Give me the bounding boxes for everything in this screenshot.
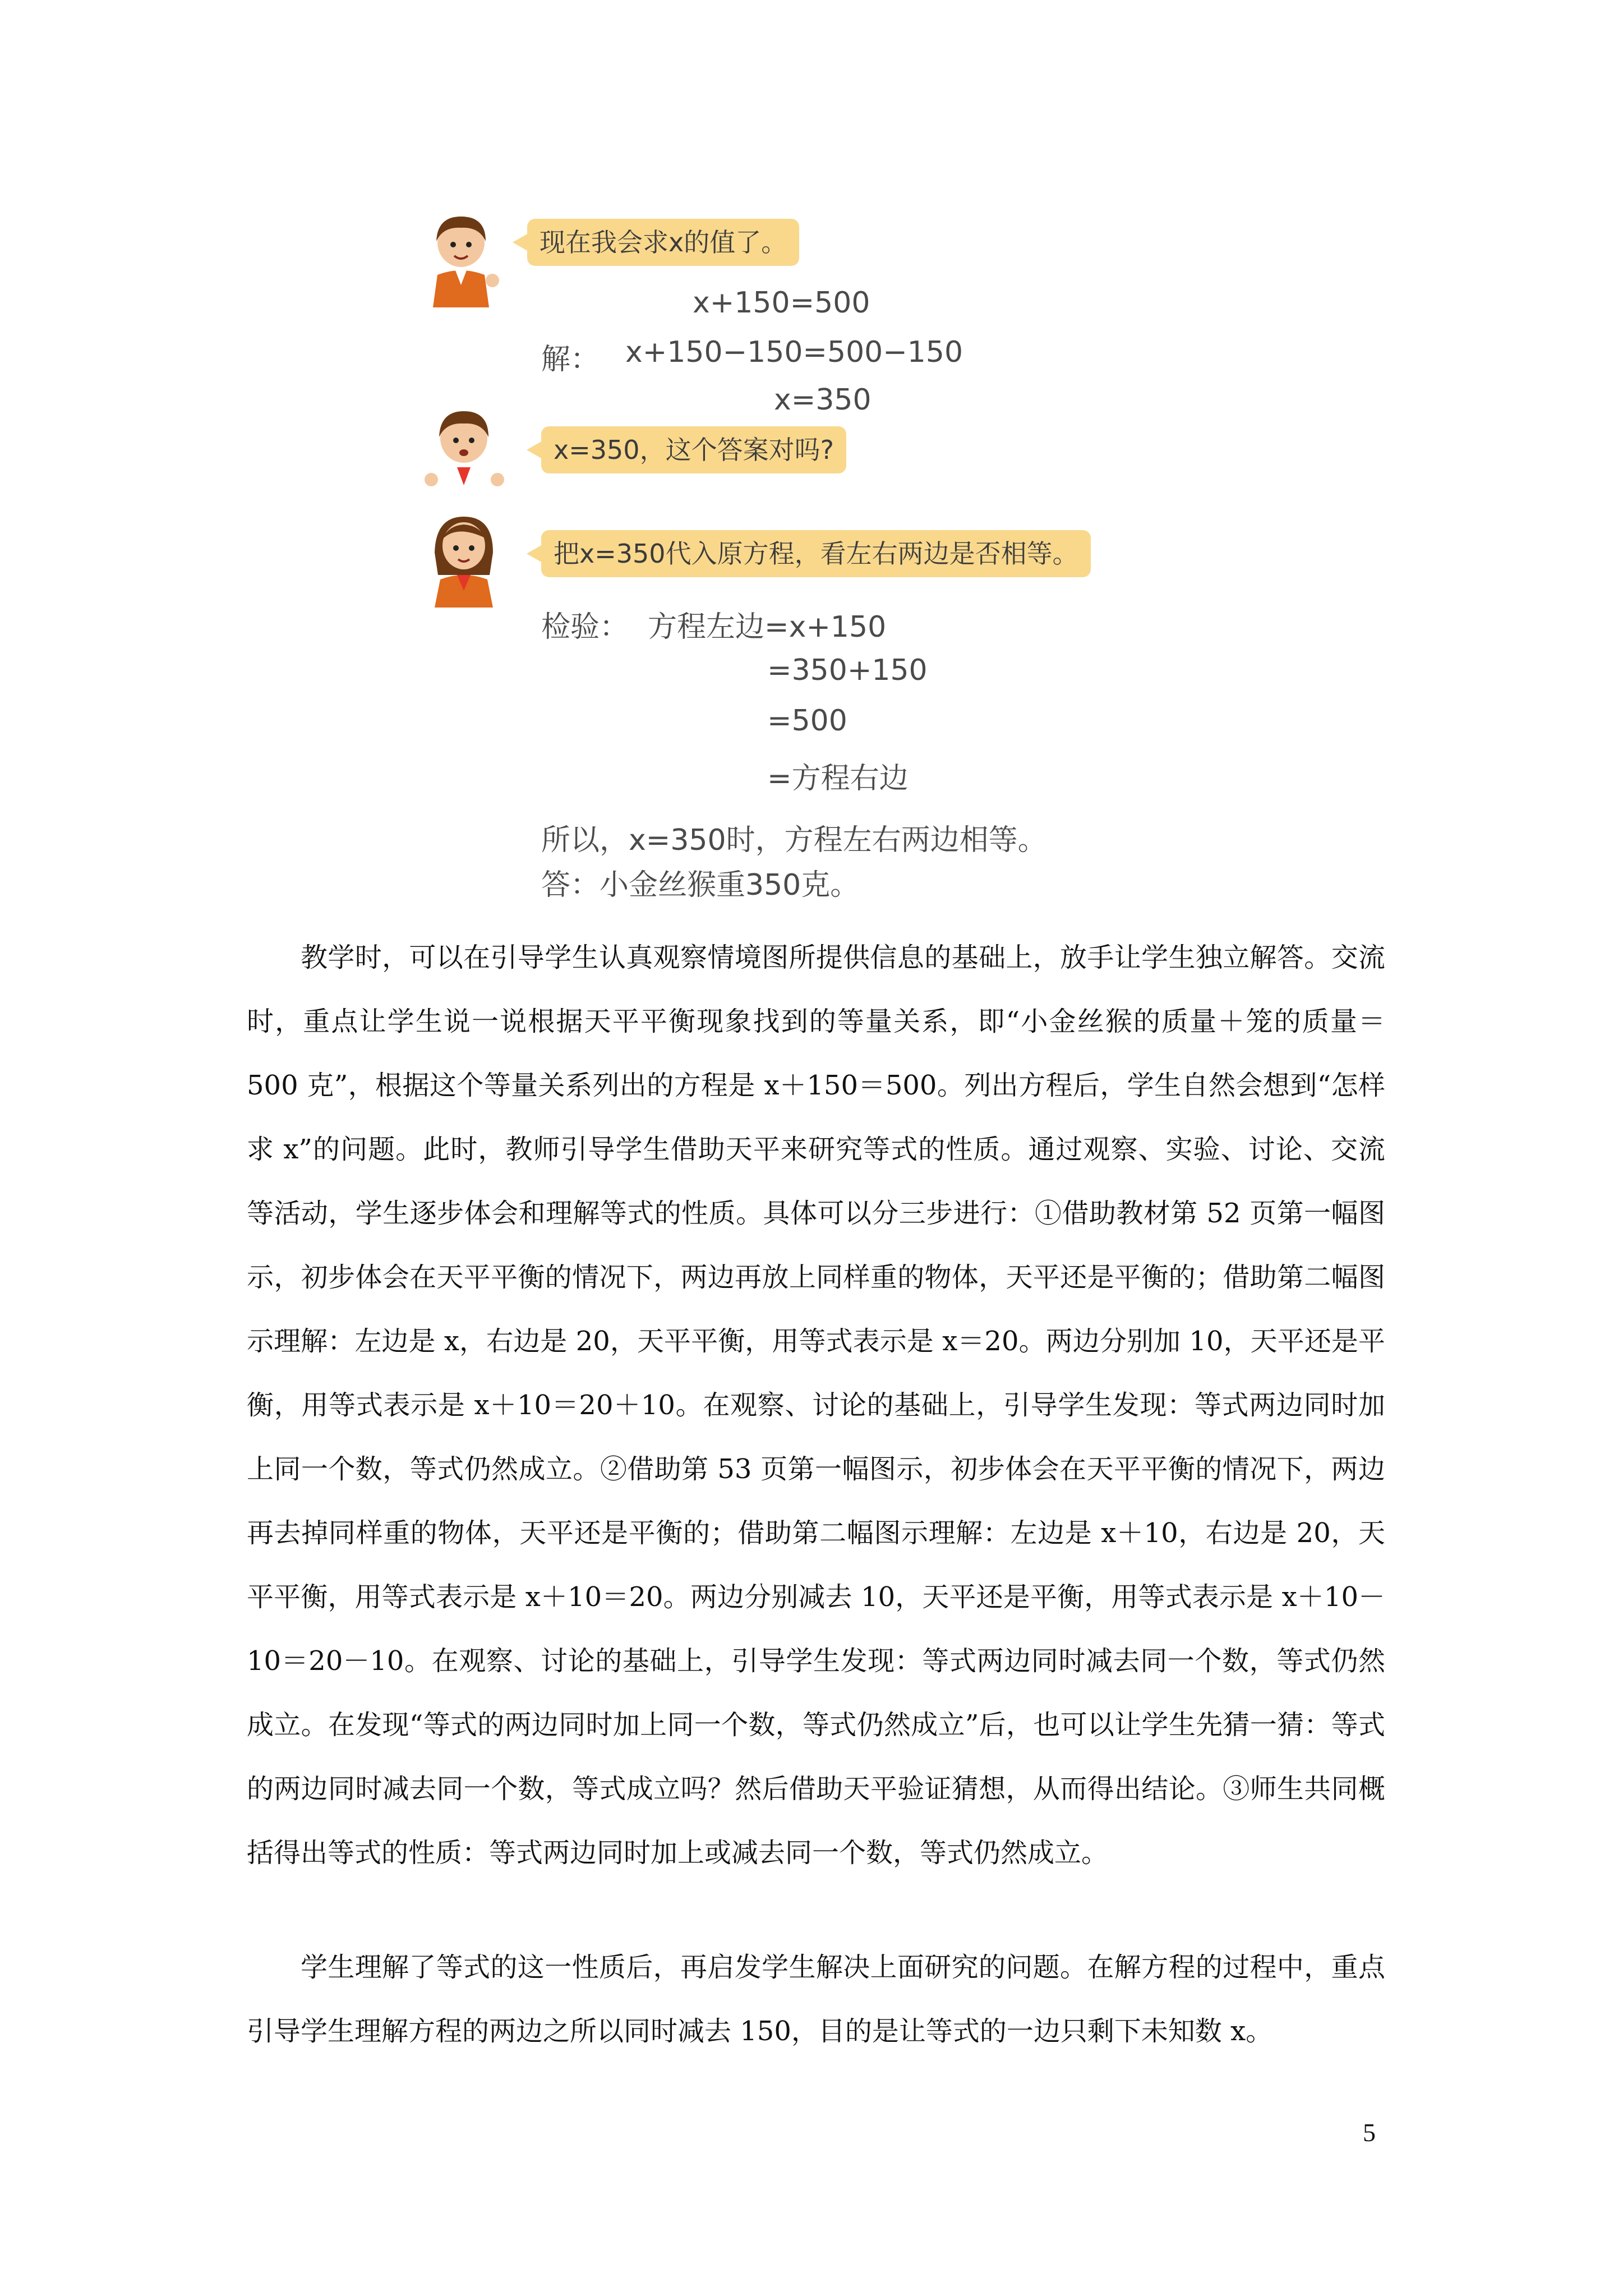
equation-line: x=350 [774,383,872,417]
equation-line: x+150=500 [693,286,870,320]
boy-avatar-icon [423,407,508,502]
body-paragraph: 教学时，可以在引导学生认真观察情境图所提供信息的基础上，放手让学生独立解答。交流时，重点让学生说一说根据天平平衡现象找到的等量关系，即“小金丝猴的质量＋笼的质量＝500 克”，根据这个等量关系列出的方程是 x＋150＝500。列出方程后，学生自然会想到“怎样求 x”的问题。此时，教师引导学生借助天平来研究等式的性质。通过观察、实验、讨论、交流等活动，学生逐步体会和理解等式的性质。具体可以分三步进行：①借助教材第 52 页第一幅图示，初步体会在天平平衡的情况下，两边再放上同样重的物体，天平还是平衡的；借助第二幅图示理解：左边是 x，右边是 20，天平平衡，用等式表示是 x＝20。两边分别加 10，天平还是平衡，用等式表示是 x＋10＝20＋10。在观察、讨论的基础上，引导学生发现：等式两边同时加上同一个数，等式仍然成立。②借助第 53 页第一幅图示，初步体会在天平平衡的情况下，两边再去掉同样重的物体，天平还是平衡的；借助第二幅图示理解：左边是 x＋10，右边是 20，天平平衡，用等式表示是 x＋10＝20。两边分别减去 10，天平还是平衡，用等式表示是 x＋10－10＝20－10。在观察、讨论的基础上，引导学生发现：等式两边同时减去同一个数，等式仍然成立。在发现“等式的两边同时加上同一个数，等式仍然成立”后，也可以让学生先猜一猜：等式的两边同时减去同一个数，等式成立吗？然后借助天平验证猜想，从而得出结论。③师生共同概括得出等式的性质：等式两边同时加上或减去同一个数，等式仍然成立。 [247,942,1385,1869]
equation-line: x+150−150=500−150 [625,335,963,369]
body-paragraph: 学生理解了等式的这一性质后，再启发学生解决上面研究的问题。在解方程的过程中，重点引导学生理解方程的两边之所以同时减去 150，目的是让等式的一边只剩下未知数 x。 [247,1952,1385,2047]
page-number: 5 [1363,2118,1376,2147]
speech-bubble: 把x=350代入原方程，看左右两边是否相等。 [541,530,1091,577]
check-label: 检验： [541,610,629,644]
speech-bubble: 现在我会求x的值了。 [527,219,799,266]
check-line: =350+150 [767,654,928,687]
solve-label: 解： [541,343,600,376]
conclusion-line: 所以，x=350时，方程左右两边相等。 [541,823,1047,857]
boy-avatar-icon [421,213,505,309]
answer-line: 答：小金丝猴重350克。 [541,868,860,902]
check-line: =500 [767,704,847,738]
speech-bubble: x=350，这个答案对吗? [541,426,846,473]
check-line: 方程左边=x+150 [648,610,887,644]
check-line: =方程右边 [767,762,909,795]
textbook-figure [421,208,1195,903]
girl-avatar-icon [423,513,508,609]
